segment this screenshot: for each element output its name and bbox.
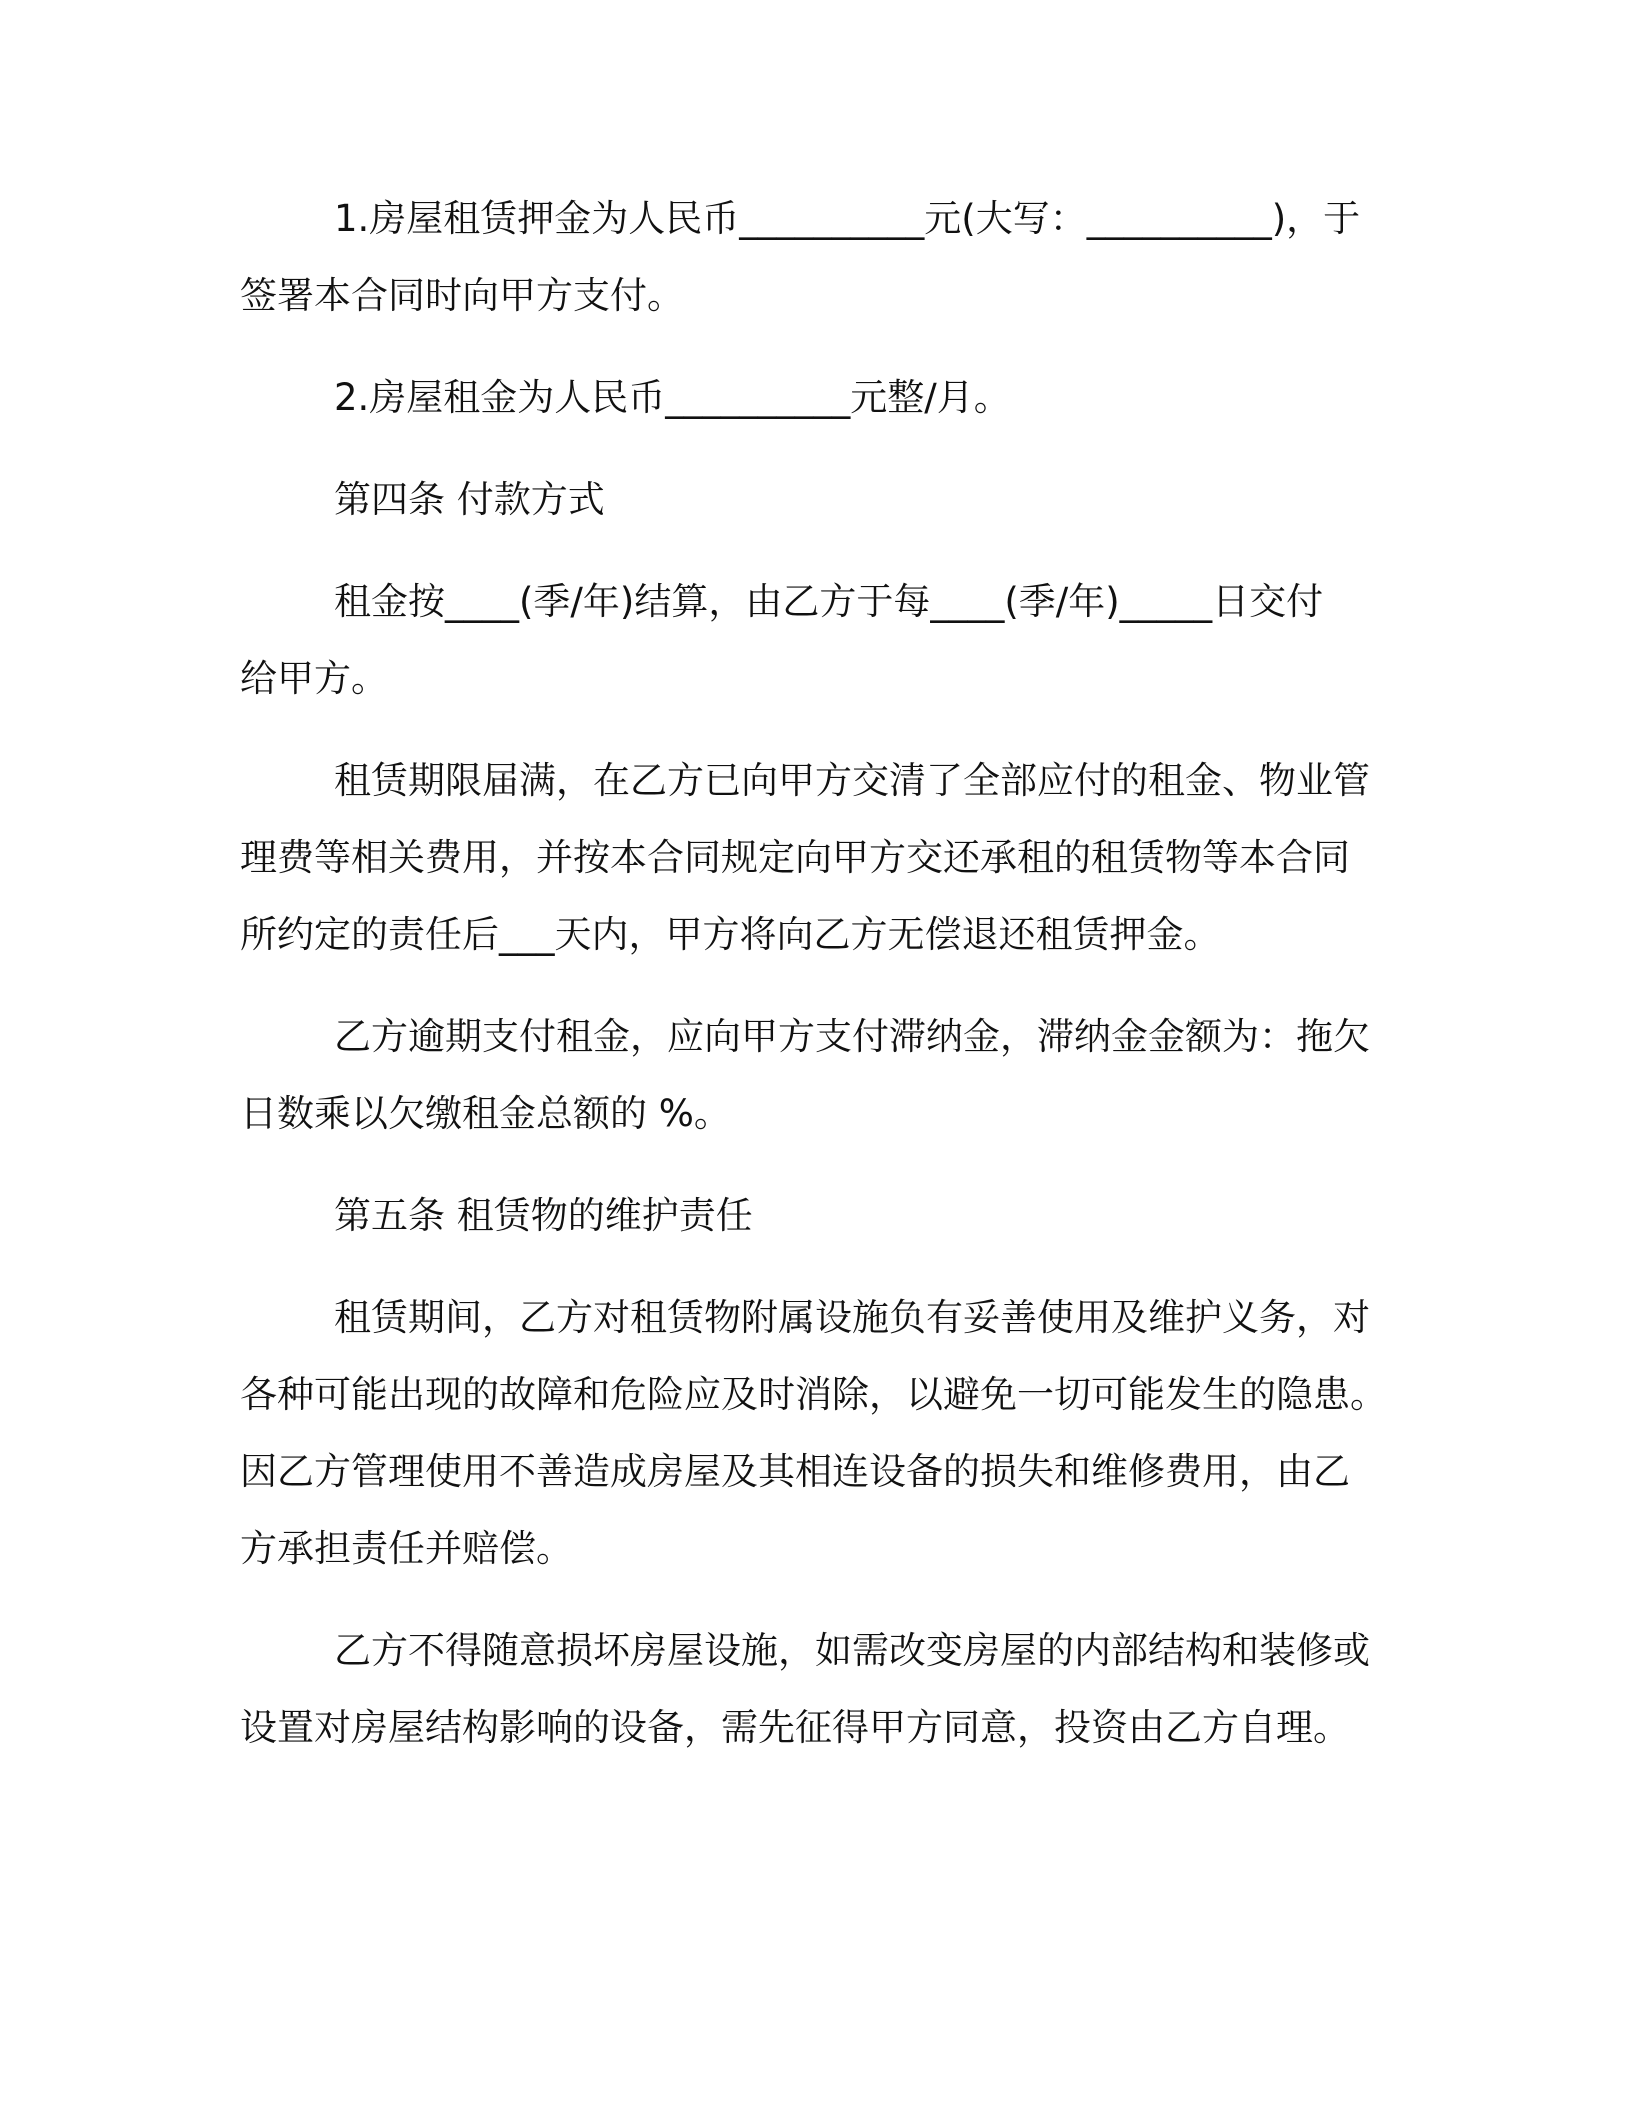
- document-body: [240, 180, 1390, 1791]
- paragraph-deposit-refund: [240, 742, 1390, 973]
- paragraph-no-damage: [240, 1612, 1390, 1766]
- text-line: 因乙方管理使用不善造成房屋及其相连设备的损失和维修费用，由乙: [240, 1450, 1350, 1493]
- text-line: 乙方不得随意损坏房屋设施，如需改变房屋的内部结构和装修或: [334, 1629, 1370, 1672]
- paragraph-maintenance-duty: [240, 1279, 1390, 1587]
- paragraph-monthly-rent: [240, 359, 1390, 436]
- text-line: 租赁期限届满，在乙方已向甲方交清了全部应付的租金、物业管: [334, 759, 1370, 802]
- paragraph-payment-terms: [240, 563, 1390, 717]
- article-4-heading: [240, 461, 1390, 538]
- text-line: 方承担责任并赔偿。: [240, 1527, 573, 1570]
- text-line: 租赁期间，乙方对租赁物附属设施负有妥善使用及维护义务，对: [334, 1296, 1370, 1339]
- paragraph-deposit: [240, 180, 1390, 334]
- text-line: 租金按____(季/年)结算，由乙方于每____(季/年)_____日交付: [334, 580, 1324, 623]
- paragraph-late-fee: [240, 998, 1390, 1152]
- text-line: 签署本合同时向甲方支付。: [240, 274, 684, 317]
- text-line: 1.房屋租赁押金为人民币__________元(大写：__________)，于: [334, 197, 1361, 240]
- text-line: 乙方逾期支付租金，应向甲方支付滞纳金，滞纳金金额为：拖欠: [334, 1015, 1370, 1058]
- text-line: 理费等相关费用，并按本合同规定向甲方交还承租的租赁物等本合同: [240, 836, 1350, 879]
- text-line: 所约定的责任后___天内，甲方将向乙方无偿退还租赁押金。: [240, 913, 1221, 956]
- text-line: 设置对房屋结构影响的设备，需先征得甲方同意，投资由乙方自理。: [240, 1706, 1350, 1749]
- text-line: 日数乘以欠缴租金总额的 %。: [240, 1092, 731, 1135]
- section-heading: 第五条 租赁物的维护责任: [334, 1194, 753, 1237]
- text-line: 给甲方。: [240, 657, 388, 700]
- section-heading: 第四条 付款方式: [334, 478, 605, 521]
- text-line: 各种可能出现的故障和危险应及时消除，以避免一切可能发生的隐患。: [240, 1373, 1387, 1416]
- text-line: 2.房屋租金为人民币__________元整/月。: [334, 376, 1011, 419]
- article-5-heading: [240, 1177, 1390, 1254]
